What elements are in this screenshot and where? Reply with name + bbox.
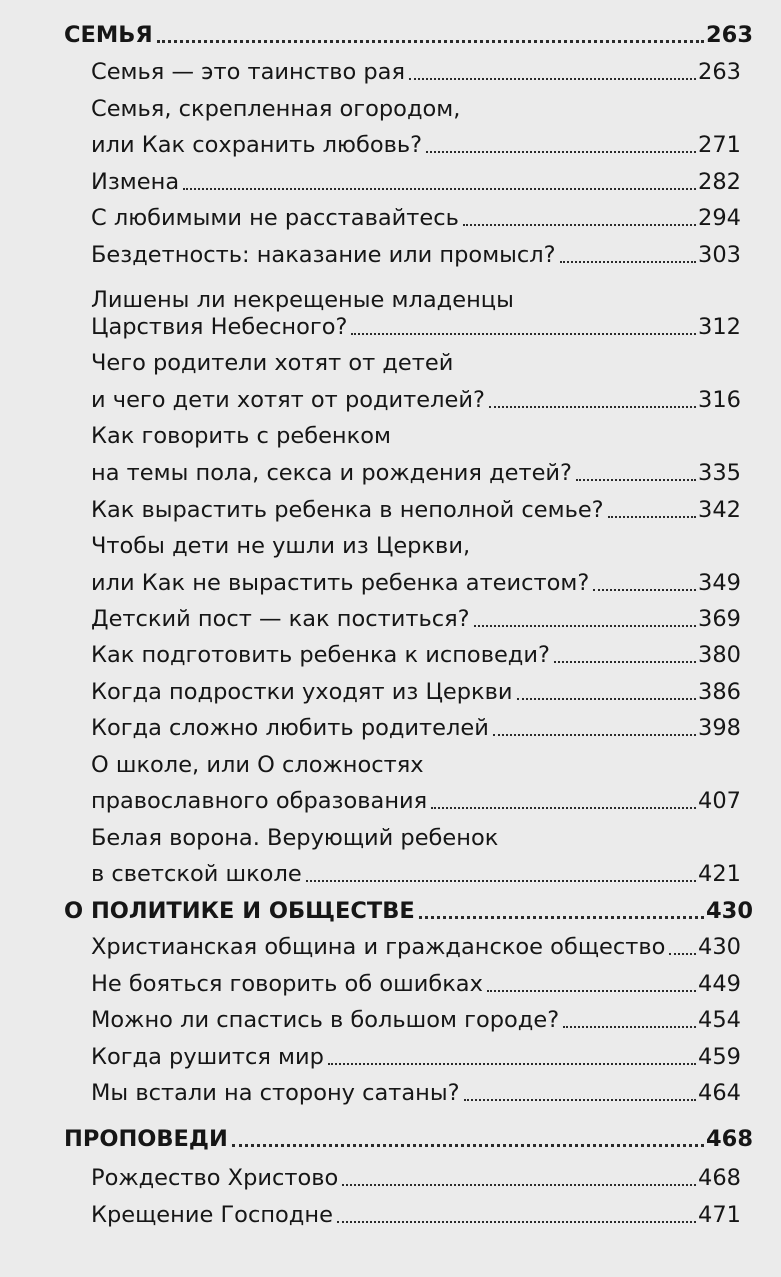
toc-entry <box>91 744 741 778</box>
toc-entry <box>91 562 741 596</box>
dot-leader <box>493 734 696 736</box>
toc-entry <box>91 817 741 851</box>
toc-entry-title: О школе, или О сложностях <box>91 752 424 778</box>
toc-entry <box>91 342 741 376</box>
toc-entry-title: Детский пост — как поститься? <box>91 606 470 632</box>
toc-entry-title: православного образования <box>91 788 428 814</box>
toc-entry-title: СЕМЬЯ <box>64 22 153 48</box>
toc-entry-title: на темы пола, секса и рождения детей? <box>91 460 572 486</box>
toc-entry <box>91 415 741 449</box>
toc-page-number: 468 <box>698 1165 741 1191</box>
toc-section-heading <box>64 1118 753 1152</box>
toc-entry <box>91 197 741 231</box>
dot-leader <box>554 661 696 663</box>
toc-entry <box>91 634 741 668</box>
toc-entry <box>91 853 741 887</box>
dot-leader <box>576 479 696 481</box>
dot-leader <box>306 880 696 882</box>
toc-entry <box>91 1072 741 1106</box>
dot-leader <box>342 1184 696 1186</box>
toc-entry <box>91 1036 741 1070</box>
toc-page-number: 471 <box>698 1202 741 1228</box>
toc-entry <box>91 161 741 195</box>
dot-leader <box>419 916 704 919</box>
toc-page-number: 303 <box>698 242 741 268</box>
dot-leader <box>464 1099 696 1101</box>
toc-entry-title: Как подготовить ребенка к исповеди? <box>91 642 550 668</box>
dot-leader <box>351 333 696 335</box>
toc-page-number: 271 <box>698 132 741 158</box>
toc-entry <box>91 306 741 340</box>
toc-section-heading <box>64 14 753 48</box>
dot-leader <box>463 224 696 226</box>
toc-entry-title: или Как не вырастить ребенка атеистом? <box>91 570 590 596</box>
toc-entry-title: Когда рушится мир <box>91 1044 324 1070</box>
toc-entry <box>91 124 741 158</box>
toc-entry-title: С любимыми не расставайтесь <box>91 205 459 231</box>
toc-page-number: 468 <box>706 1126 753 1152</box>
toc-entry-title: Белая ворона. Верующий ребенок <box>91 825 499 851</box>
toc-entry <box>91 489 741 523</box>
toc-entry <box>91 999 741 1033</box>
toc-entry-title: Можно ли спастись в большом городе? <box>91 1007 560 1033</box>
dot-leader <box>563 1026 696 1028</box>
toc-entry <box>91 1157 741 1191</box>
dot-leader <box>183 188 696 190</box>
toc-entry <box>91 88 741 122</box>
dot-leader <box>157 40 704 43</box>
toc-entry-title: Мы встали на сторону сатаны? <box>91 1080 460 1106</box>
toc-entry-title: Лишены ли некрещеные младенцы <box>91 287 514 313</box>
toc-entry-title: Чтобы дети не ушли из Церкви, <box>91 533 471 559</box>
dot-leader <box>409 78 696 80</box>
toc-entry-title: Чего родители хотят от детей <box>91 350 454 376</box>
toc-entry <box>91 379 741 413</box>
toc-page-number: 449 <box>698 971 741 997</box>
dot-leader <box>487 990 696 992</box>
toc-entry <box>91 926 741 960</box>
toc-page-number: 342 <box>698 497 741 523</box>
dot-leader <box>593 589 696 591</box>
toc-page-number: 294 <box>698 205 741 231</box>
dot-leader <box>608 516 696 518</box>
toc-page-number: 316 <box>698 387 741 413</box>
toc-entry <box>91 780 741 814</box>
toc-entry-title: Когда сложно любить родителей <box>91 715 489 741</box>
toc-entry-title: Христианская община и гражданское общество <box>91 934 666 960</box>
toc-entry-title: Бездетность: наказание или промысл? <box>91 242 556 268</box>
toc-page-number: 312 <box>698 314 741 340</box>
toc-entry-title: Измена <box>91 169 180 195</box>
toc-entry <box>91 963 741 997</box>
toc-page-number: 398 <box>698 715 741 741</box>
dot-leader <box>560 261 696 263</box>
toc-entry <box>91 452 741 486</box>
toc-entry-title: Крещение Господне <box>91 1202 333 1228</box>
dot-leader <box>337 1221 696 1223</box>
toc-page-number: 282 <box>698 169 741 195</box>
toc-page-number: 386 <box>698 679 741 705</box>
toc-entry-title: ПРОПОВЕДИ <box>64 1126 228 1152</box>
toc-page-number: 459 <box>698 1044 741 1070</box>
dot-leader <box>474 625 696 627</box>
toc-entry <box>91 51 741 85</box>
dot-leader <box>426 151 696 153</box>
toc-entry-title: Как говорить с ребенком <box>91 423 391 449</box>
toc-page-number: 369 <box>698 606 741 632</box>
toc-entry-title: Семья — это таинство рая <box>91 59 405 85</box>
toc-entry-title: или Как сохранить любовь? <box>91 132 423 158</box>
toc-entry <box>91 707 741 741</box>
dot-leader <box>489 406 696 408</box>
toc-page-number: 464 <box>698 1080 741 1106</box>
toc-page-number: 407 <box>698 788 741 814</box>
toc-page-number: 263 <box>698 59 741 85</box>
toc-entry <box>91 1194 741 1228</box>
toc-page-number: 335 <box>698 460 741 486</box>
dot-leader <box>328 1063 696 1065</box>
toc-entry-title: Как вырастить ребенка в неполной семье? <box>91 497 604 523</box>
toc-page-number: 421 <box>698 861 741 887</box>
toc-page-number: 263 <box>706 22 753 48</box>
dot-leader <box>232 1144 704 1147</box>
toc-entry <box>91 598 741 632</box>
toc-entry-title: и чего дети хотят от родителей? <box>91 387 485 413</box>
toc-page-number: 430 <box>706 898 753 924</box>
dot-leader <box>517 698 697 700</box>
toc-entry-title: О ПОЛИТИКЕ И ОБЩЕСТВЕ <box>64 898 415 924</box>
dot-leader <box>431 807 696 809</box>
toc-page-number: 430 <box>698 934 741 960</box>
toc-entry-title: Царствия Небесного? <box>91 314 348 340</box>
toc-page-number: 454 <box>698 1007 741 1033</box>
toc-section-heading <box>64 890 753 924</box>
toc-entry <box>91 525 741 559</box>
toc-page-number: 380 <box>698 642 741 668</box>
toc-entry-title: в светской школе <box>91 861 302 887</box>
toc-entry <box>91 234 741 268</box>
toc-entry-title: Не бояться говорить об ошибках <box>91 971 483 997</box>
toc-entry-title: Семья, скрепленная огородом, <box>91 96 461 122</box>
dot-leader <box>669 953 696 955</box>
toc-page-number: 349 <box>698 570 741 596</box>
toc-entry <box>91 671 741 705</box>
toc-entry-title: Рождество Христово <box>91 1165 339 1191</box>
toc-entry-title: Когда подростки уходят из Церкви <box>91 679 513 705</box>
